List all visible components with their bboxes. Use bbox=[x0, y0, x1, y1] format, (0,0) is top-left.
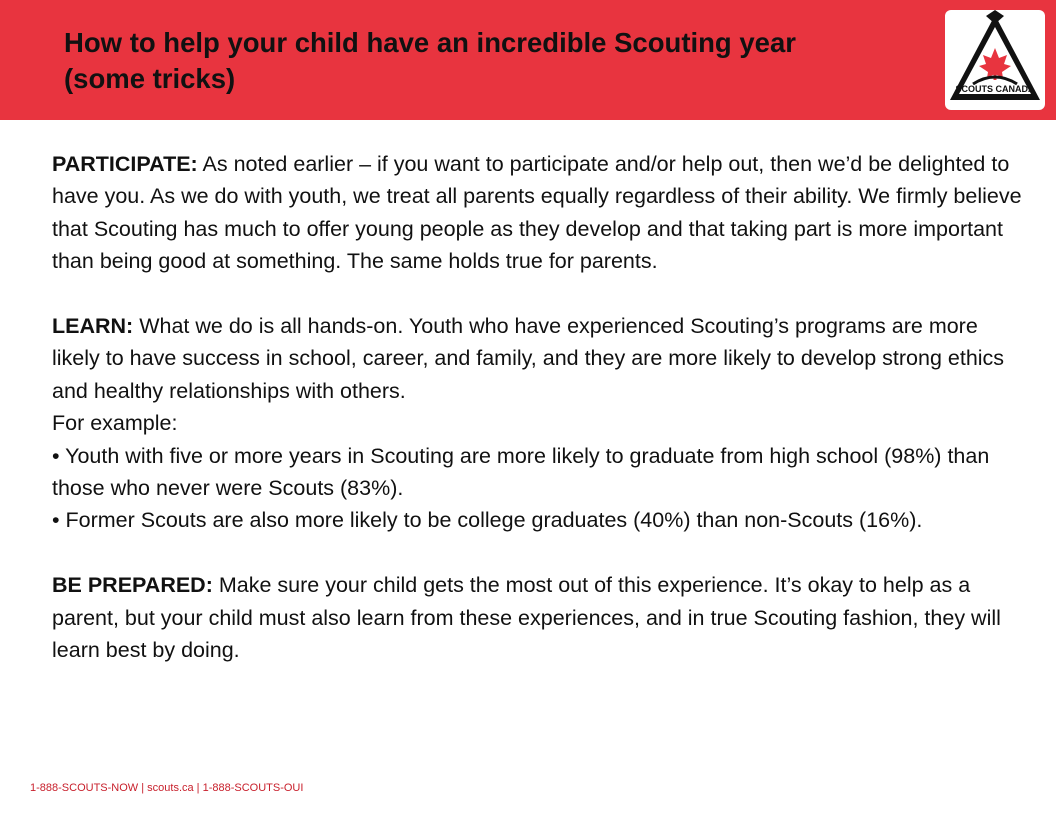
spacer bbox=[52, 537, 1027, 569]
learn-heading: LEARN: bbox=[52, 314, 134, 339]
page-title-line1: How to help your child have an incredible Scouting year bbox=[64, 27, 796, 58]
page-title bbox=[64, 25, 934, 97]
be-prepared-paragraph bbox=[52, 569, 1027, 666]
page-title-line2: (some tricks) bbox=[64, 63, 236, 94]
participate-text: As noted earlier – if you want to participate and/or help out, then we’d be delighted to have you. As we do with youth, we treat all parents equally regardless of their ability. We firmly believe that Scouting has much to offer young people as they develop and that taking part is more important than being good at something. The same holds true for parents. bbox=[52, 152, 1022, 274]
footer-contact: 1-888-SCOUTS-NOW | scouts.ca | 1-888-SCOUTS-OUI bbox=[30, 782, 304, 794]
be-prepared-text: Make sure your child gets the most out of this experience. It’s okay to help as a parent, but your child must also learn from these experiences, and in true Scouting fashion, they will learn best by doing. bbox=[52, 573, 1001, 663]
logo-text: SCOUTS CANADA bbox=[955, 84, 1035, 94]
learn-text: What we do is all hands-on. Youth who have experienced Scouting’s programs are more likely to have success in school, career, and family, and they are more likely to develop strong ethics and healthy relationships with others. bbox=[52, 314, 1005, 403]
participate-paragraph bbox=[52, 148, 1027, 278]
learn-example-intro: For example: bbox=[52, 411, 178, 436]
spacer bbox=[52, 278, 1027, 310]
participate-heading: PARTICIPATE: bbox=[52, 152, 198, 176]
be-prepared-heading: BE PREPARED: bbox=[52, 573, 213, 598]
learn-bullet-1: • Youth with five or more years in Scouting are more likely to graduate from high school (98%) than those who never were Scouts (83%). bbox=[52, 443, 990, 501]
learn-paragraph bbox=[52, 310, 1027, 407]
scouts-canada-logo-icon bbox=[945, 10, 1045, 110]
learn-bullet-2: • Former Scouts are also more likely to be college graduates (40%) than non-Scouts (16%). bbox=[52, 508, 923, 533]
header-banner bbox=[0, 0, 1056, 120]
main-content bbox=[52, 148, 1027, 666]
